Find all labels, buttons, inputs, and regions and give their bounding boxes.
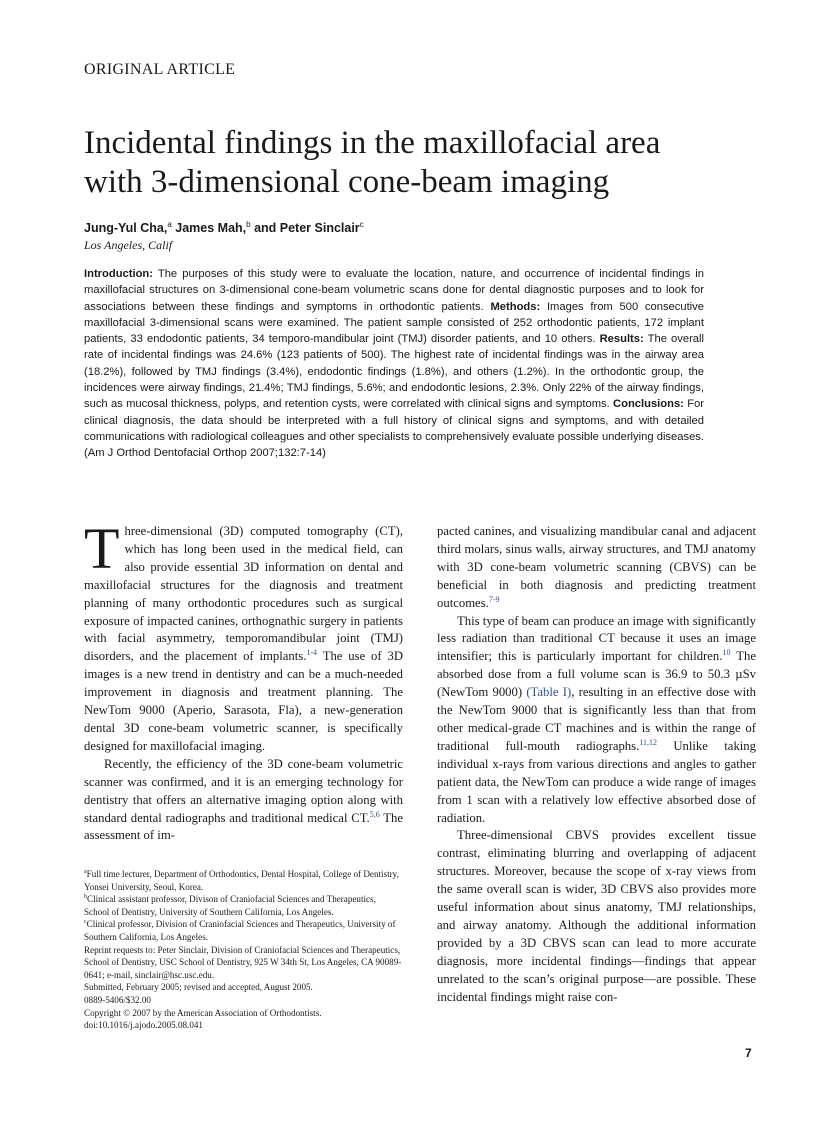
author-affiliation-mark: c (359, 220, 364, 229)
reprint-requests: Reprint requests to: Peter Sinclair, Division of Craniofacial Sciences and Therapeutics, School of Dentistry, USC School of Dentistry, 925 W 34th St, Los Angeles, CA 90089-0641; e-mail, sinclair@hsc.usc.edu. (84, 944, 402, 980)
body-column-left (84, 516, 404, 845)
footnote-text: Clinical assistant professor, Divison of Craniofacial Sciences and Therapeutics, School of Dentistry, University of Southern California, Los Angeles. (84, 894, 376, 917)
body-text: , resulting in an effective dose with the NewTom 9000 that is significantly less than that from other medical-grade CT machines and is within the range of traditional full-mouth radiographs. (437, 685, 756, 753)
author-name: James Mah, (171, 221, 247, 236)
body-paragraph (84, 756, 403, 846)
footnote-mark: b (84, 894, 87, 901)
author-list (84, 220, 364, 235)
body-text: pacted canines, and visualizing mandibular canal and adjacent third molars, sinus walls, airway structures, and TMJ anatomy with 3D cone-beam volumetric scanning (CBVS) can be beneficial in both diagnosis and predicting treatment outcomes. (437, 524, 756, 610)
copyright: Copyright © 2007 by the American Association of Orthodontists. (84, 1007, 322, 1018)
title-line-2: with 3-dimensional cone-beam imaging (84, 164, 610, 200)
submission-dates: Submitted, February 2005; revised and accepted, August 2005. (84, 982, 313, 993)
citation-link[interactable]: 7-9 (488, 594, 500, 604)
body-text: hree-dimensional (3D) computed tomography (CT), which has long been used in the medical field, can also provide essential 3D information on dental and maxillofacial structures for the diagnosis and treatment planning of many orthodontic procedures such as surgical exposure of impacted canines, orthognathic surgery in patients with facial asymmetry, temporomandibular joint (TMJ) disorders, and the placement of implants. (84, 524, 403, 664)
body-paragraph (437, 613, 756, 828)
abstract-results-label: Results: (599, 333, 644, 346)
doi[interactable]: doi:10.1016/j.ajodo.2005.08.041 (84, 1020, 203, 1031)
footnote-mark: c (84, 919, 87, 926)
body-paragraph (437, 827, 756, 1006)
author-affiliation-mark: a (167, 220, 172, 229)
title-line-1: Incidental findings in the maxillofacial area (84, 125, 661, 161)
body-text: Three-dimensional CBVS provides excellent tissue contrast, eliminating blurring and overlapping of adjacent structures. Moreover, because the scope of x-ray views from the same overall scan is wider, 3D CBVS also provides more useful information about sinus anatomy, TMJ relationships, and airway anatomy. Although the additional information provided by a 3D CBVS scan can lead to more accurate diagnosis, more incidental findings—findings that appear unrelated to the scan’s original purpose—are possible. These incidental findings might raise con- (437, 828, 756, 1004)
abstract-methods-label: Methods: (490, 300, 541, 313)
body-text: The use of 3D images is a new trend in dentistry and can be a much-needed improvement in diagnosis and treatment planning. The NewTom 9000 (Aperio, Sarasota, Fla), a new-generation dental 3D cone-beam volumetric scanner, is specifically designed for maxillofacial imaging. (84, 649, 403, 753)
body-text: This type of beam can produce an image with significantly less radiation than traditional CT because it uses an image intensifier; this is particularly important for children. (437, 613, 756, 664)
body-text: Unlike taking individual x-rays from various directions and angles to gather patient data, the NewTom can produce a wide range of images from 1 scan with a relatively low effective absorbed dose of radiation. (437, 738, 756, 825)
citation-link[interactable]: 10 (722, 648, 731, 658)
page-number: 7 (745, 1046, 752, 1060)
author-affiliation-mark: b (246, 220, 251, 229)
abstract-intro-label: Introduction: (84, 268, 153, 280)
drop-cap: T (84, 516, 120, 581)
author-name: Jung-Yul Cha, (84, 221, 168, 236)
article-title (84, 124, 764, 202)
footnotes (84, 868, 403, 1032)
section-label: ORIGINAL ARTICLE (84, 61, 236, 78)
footnote (84, 893, 403, 918)
table-link[interactable]: (Table I) (526, 685, 572, 700)
body-text: The assessment of im- (84, 810, 404, 843)
footnote (84, 918, 403, 943)
footnote-mark: a (84, 868, 87, 875)
abstract-conclusions-text: For clinical diagnosis, the data should be interpreted with a full history of clinical signs and symptoms, and with detailed communications with radiological colleagues and other specialists to comprehensively evaluate possible underlying diseases. (Am J Orthod Dentofacial Orthop 2007;132:7-14) (84, 398, 704, 460)
citation-link[interactable]: 11,12 (639, 737, 657, 747)
citation-link[interactable]: 1-4 (306, 648, 318, 658)
footnote-text: Full time lecturer, Department of Orthodontics, Dental Hospital, College of Dentistry, Yonsei University, Seoul, Korea. (84, 869, 399, 892)
issn: 0889-5406/$32.00 (84, 994, 151, 1005)
body-paragraph (437, 523, 756, 613)
footnote (84, 868, 403, 893)
body-column-right (437, 523, 756, 1006)
abstract-results-text: The overall rate of incidental findings was 24.6% (123 patients of 500). The highest rate of incidental findings was in the airway area (18.2%), followed by TMJ findings (3.4%), endodontic findings (1.8%), and others (1.2%). In the orthodontic group, the incidences were airway findings, 21.4%; TMJ findings, 5.6%; and endodontic lesions, 2.3%. Only 22% of the airway findings, such as mucosal thickness, polyps, and retention cysts, were correlated with clinical signs and symptoms. (84, 333, 704, 411)
abstract-conclusions-label: Conclusions: (613, 398, 684, 411)
abstract-methods-text: Images from 500 consecutive maxillofacial 3-dimensional scans were examined. The patient sample consisted of 252 orthodontic patients, 172 implant patients, 33 endodontic patients, 34 temporo-mandibular joint (TMJ) disorder patients, and 10 others. (84, 300, 704, 346)
body-paragraph (84, 516, 403, 756)
abstract (84, 266, 704, 462)
footnote-text: Clinical professor, Division of Craniofacial Sciences and Therapeutics, University of Southern California, Los Angeles. (84, 919, 396, 942)
body-text: Recently, the efficiency of the 3D cone-beam volumetric scanner was confirmed, and it is an emerging technology for dentistry that offers an alternative imaging option along with standard dental radiographs and traditional medical CT. (84, 756, 403, 825)
body-text: The absorbed dose from a full volume scan is 36.9 to 50.3 µSv (NewTom 9000) (437, 649, 756, 700)
author-name: and Peter Sinclair (250, 221, 360, 236)
abstract-intro-text: The purposes of this study were to evaluate the location, nature, and occurrence of incidental findings in maxillofacial structures on 3-dimensional cone-beam volumetric scans done for dental diagnostic purposes and to look for associations between these findings and symptoms in orthodontic patients. (84, 268, 704, 313)
citation-link[interactable]: 5,6 (369, 809, 380, 819)
author-location: Los Angeles, Calif (84, 238, 173, 252)
